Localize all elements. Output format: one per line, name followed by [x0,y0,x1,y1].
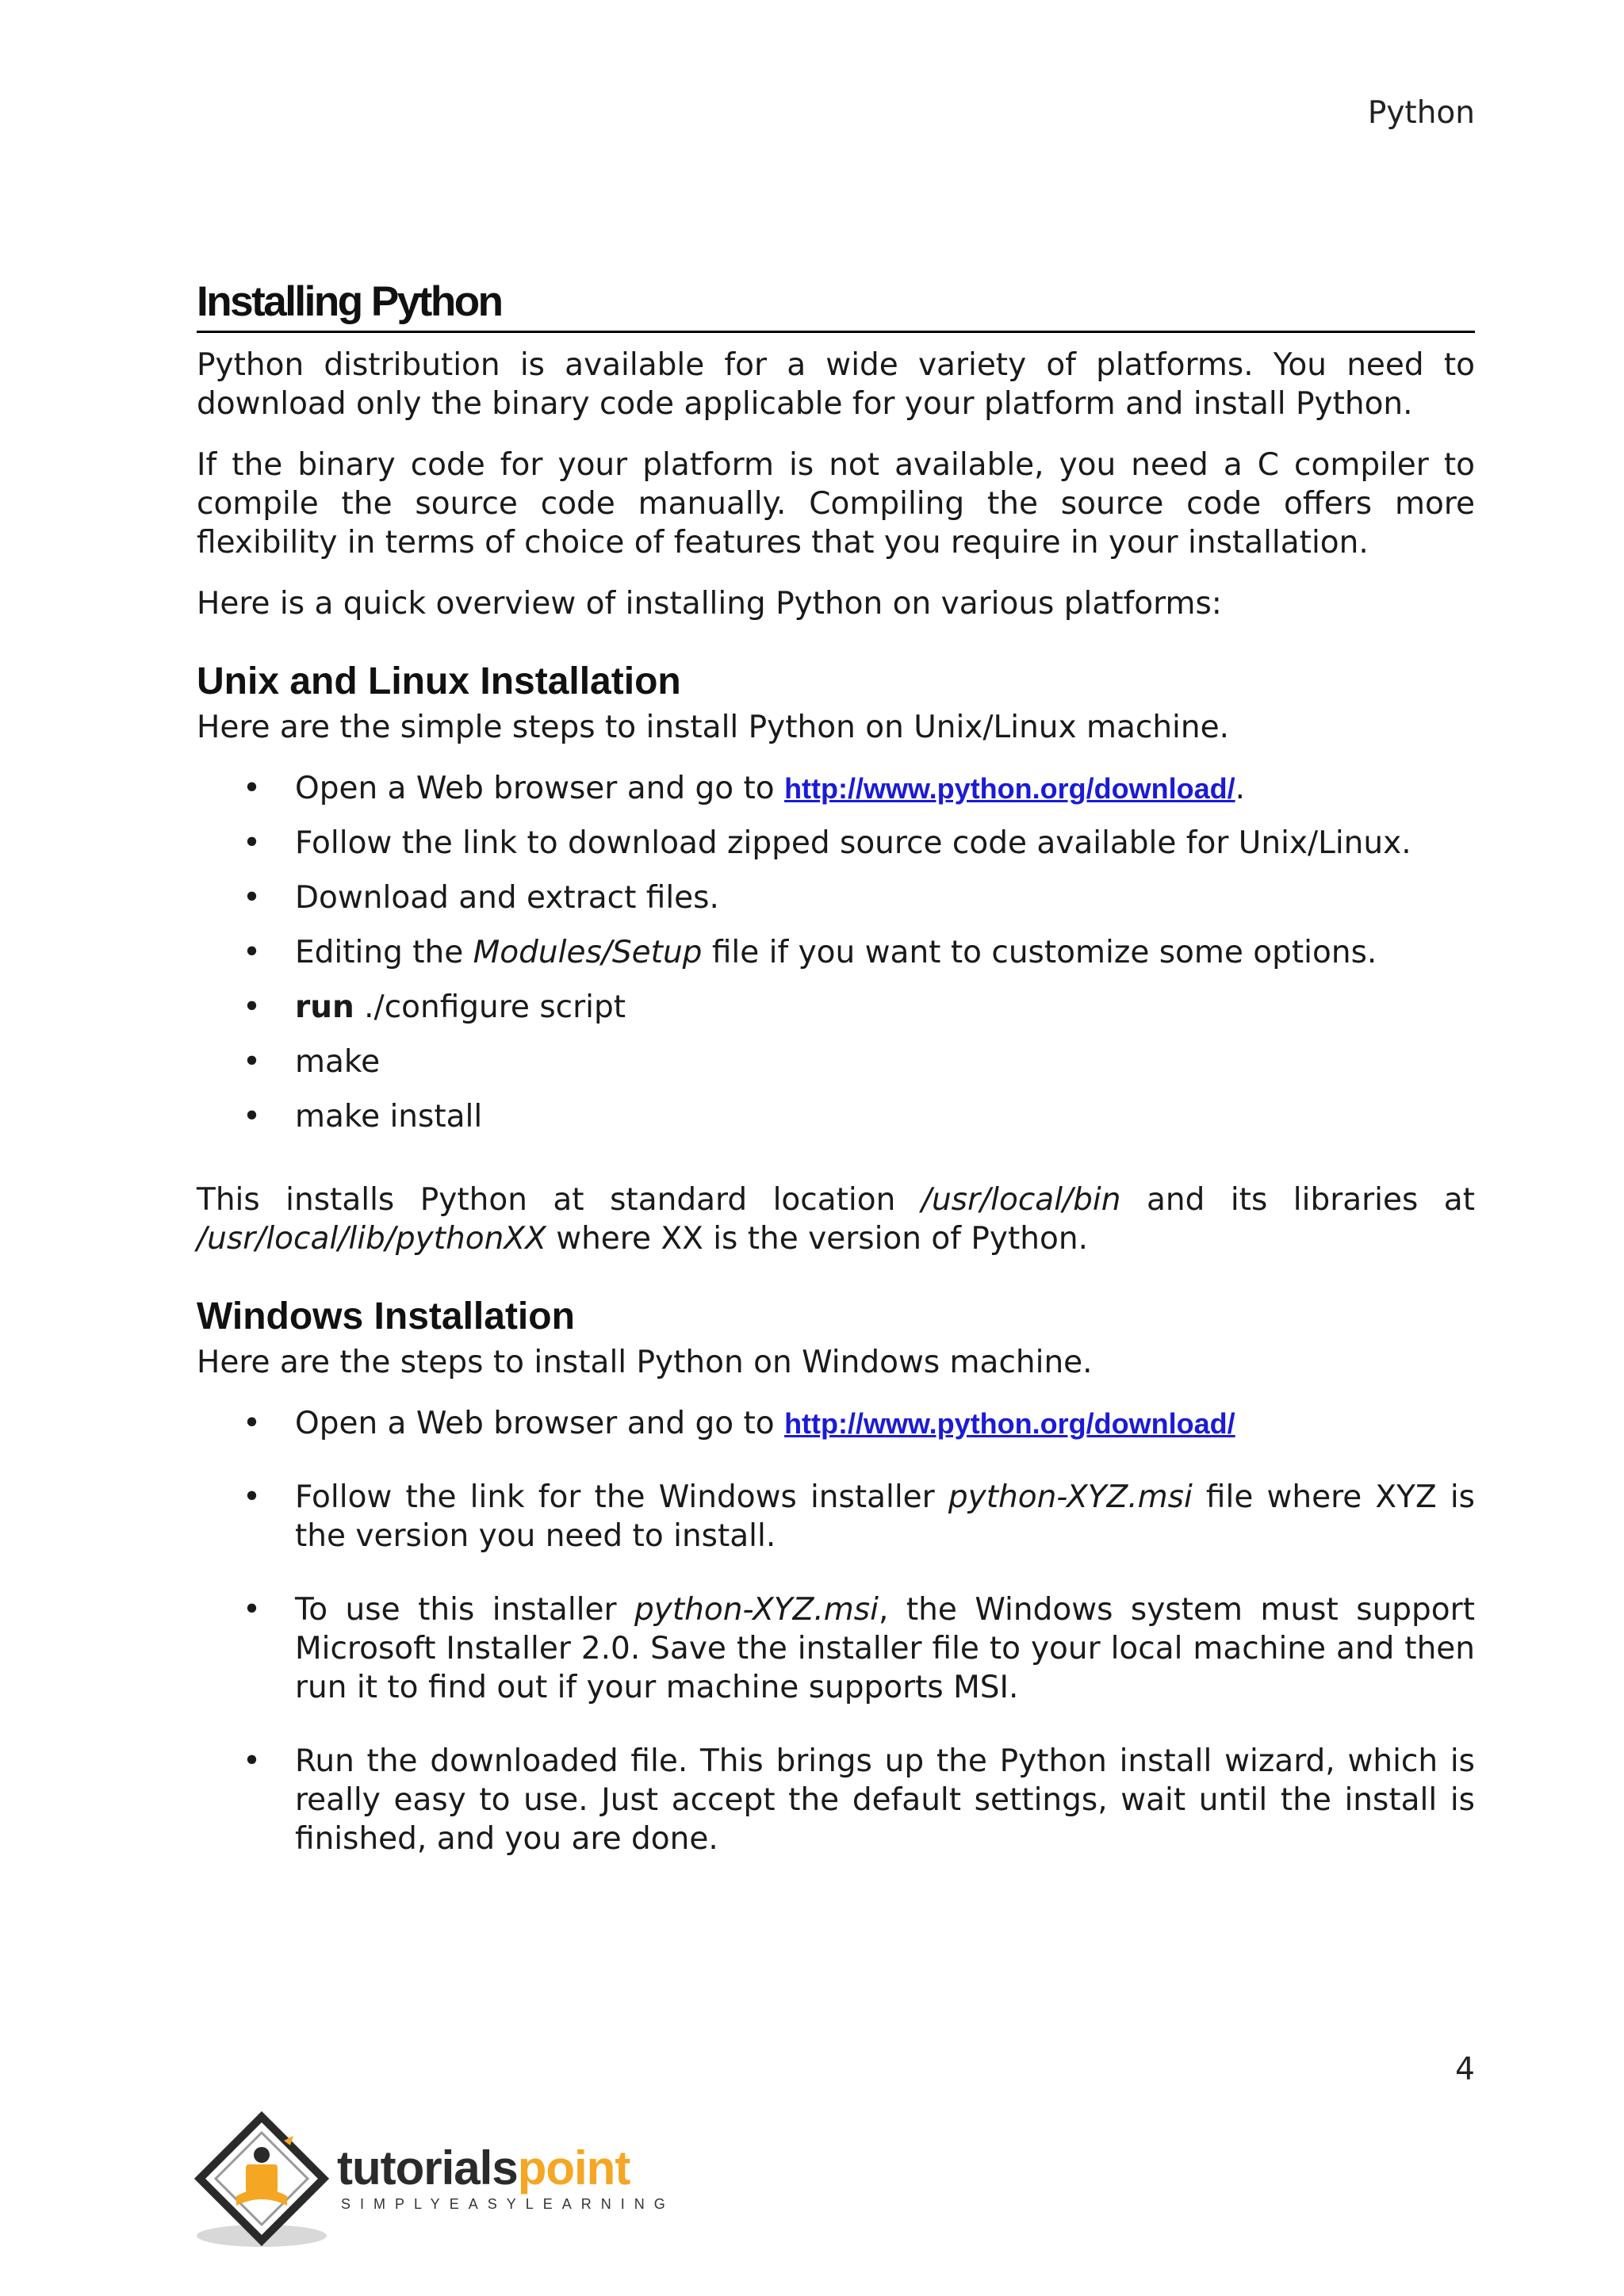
list-item: • Follow the link to download zipped source code available for Unix/Linux. [243,825,1411,861]
list-item: • Download and extract files. [243,880,719,916]
python-download-link[interactable]: http://www.python.org/download/ [784,1407,1235,1440]
list-item: • make install [243,1099,483,1135]
chapter-title: Installing Python [197,277,1475,333]
windows-heading: Windows Installation [197,1295,575,1337]
tutorialspoint-logo [190,2109,682,2252]
bullet-icon: • [243,1099,262,1135]
bullet-icon: • [243,1406,262,1441]
list-item: • To use this installer python-XYZ.msi, the Windows system must support Microsoft Installer 2.0. Save the installer file to your local machine and then run it to find out if your machine supports MSI. [243,1592,1475,1705]
bullet-icon: • [243,989,262,1025]
bullet-icon: • [243,771,262,806]
running-header: Python [1367,95,1475,131]
bullet-icon: • [243,1592,262,1628]
python-download-link[interactable]: http://www.python.org/download/ [784,772,1235,805]
bullet-icon: • [243,825,262,861]
list-item: • Follow the link for the Windows installer python-XYZ.msi file where XYZ is the version you need to install. [243,1479,1475,1554]
logo-wordmark: tutorialspoint [337,2141,630,2195]
list-item: • run ./configure script [243,989,626,1025]
list-item: • Open a Web browser and go to http://www.python.org/download/ [243,1406,1235,1441]
bullet-icon: • [243,1743,262,1779]
unix-lead: Here are the simple steps to install Python on Unix/Linux machine. [197,710,1229,745]
intro-paragraph-3: Here is a quick overview of installing Python on various platforms: [197,586,1222,622]
page-number: 4 [1455,2052,1475,2087]
unix-steps-list [197,769,1475,1136]
list-item: • Open a Web browser and go to http://www.python.org/download/. [243,771,1246,806]
bullet-icon: • [243,1044,262,1080]
page-content [197,277,1475,1893]
logo-tagline: SIMPLYEASYLEARNING [341,2196,675,2212]
intro-paragraph-2: If the binary code for your platform is not available, you need a C compiler to compile the source code manually. Compiling the source code offers more flexibility in terms of choice of features that you require in your installation. [197,447,1475,561]
unix-heading: Unix and Linux Installation [197,660,681,702]
list-item: • Run the downloaded file. This brings up the Python install wizard, which is really easy to use. Just accept the default settings, wait until the install is finished, and you are done. [243,1743,1475,1857]
list-item: • make [243,1044,381,1080]
bullet-icon: • [243,1479,262,1515]
windows-lead: Here are the steps to install Python on Windows machine. [197,1345,1093,1380]
intro-paragraph-1: Python distribution is available for a wide variety of platforms. You need to download only the binary code applicable for your platform and install Python. [197,347,1475,422]
windows-steps-list [197,1404,1475,1858]
bullet-icon: • [243,935,262,970]
list-item: • Editing the Modules/Setup file if you want to customize some options. [243,935,1377,970]
logo-mark-icon [190,2109,341,2252]
bullet-icon: • [243,880,262,916]
unix-install-location: This installs Python at standard location /usr/local/bin and its libraries at /usr/local/lib/pythonXX where XX is the version of Python. [197,1182,1475,1257]
